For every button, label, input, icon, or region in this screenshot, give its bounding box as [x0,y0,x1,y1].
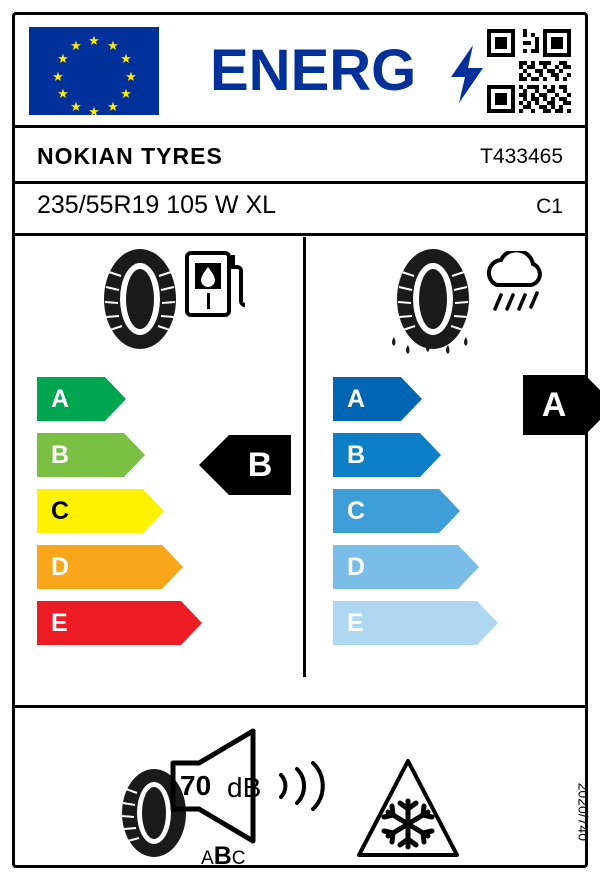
product-code: T433465 [480,145,563,168]
wet-grade-e [333,601,483,645]
rain-cloud-icon [481,251,549,322]
snowflake-mountain-icon [353,757,463,870]
lightning-bolt-icon [447,45,487,108]
noise-unit: dB [227,772,262,803]
divider-vertical [303,237,306,677]
label-header [15,15,585,125]
wet-grade-scale [333,377,483,657]
fuel-grade-scale [37,377,187,657]
wet-tyre-icon [388,247,478,362]
divider-header [15,125,585,128]
divider-noise [15,705,585,708]
tyre-size: 235/55R19 105 W XL [37,191,277,219]
fuel-grade-e [37,601,187,645]
sound-waves-icon [273,757,331,820]
energy-label [12,12,591,870]
divider-brand [15,181,585,184]
fuel-grade-c-label: C [51,496,70,525]
wet-grade-c [333,489,483,533]
eu-flag-icon: ★ ★ ★ ★ ★ ★ ★ ★ ★ ★ ★ ★ [29,27,159,115]
qr-code-icon [487,29,571,113]
fuel-grade-e-label: E [51,608,68,637]
page-title: ENERG [210,38,417,103]
wet-rating-badge: A [523,375,585,435]
divider-size [15,233,585,236]
noise-class-b: B [213,842,232,870]
wet-grade-d [333,545,483,589]
fuel-grade-b [37,433,187,477]
wet-grade-c-label: C [347,496,366,525]
noise-class-scale [201,842,245,871]
wet-grade-b [333,433,483,477]
wet-grade-b-label: B [347,440,366,469]
date-code: 2020/740 [575,782,591,841]
fuel-rating-badge: B [229,435,291,495]
noise-value: 70 [180,770,212,801]
tyre-class: C1 [536,195,563,218]
fuel-grade-c [37,489,187,533]
fuel-grade-a [37,377,187,421]
wet-grade-a-label: A [347,384,366,413]
fuel-grade-d [37,545,187,589]
noise-class-c: C [231,848,246,869]
fuel-grade-a-label: A [51,384,70,413]
wet-grade-a [333,377,483,421]
fuel-grade-b-label: B [51,440,70,469]
noise-class-a: A [201,848,214,869]
fuel-grade-d-label: D [51,552,70,581]
fuel-tyre-icon [95,247,185,357]
fuel-pump-icon [185,249,247,322]
brand-name: NOKIAN TYRES [37,143,223,169]
wet-grade-e-label: E [347,608,364,637]
wet-grade-d-label: D [347,552,366,581]
